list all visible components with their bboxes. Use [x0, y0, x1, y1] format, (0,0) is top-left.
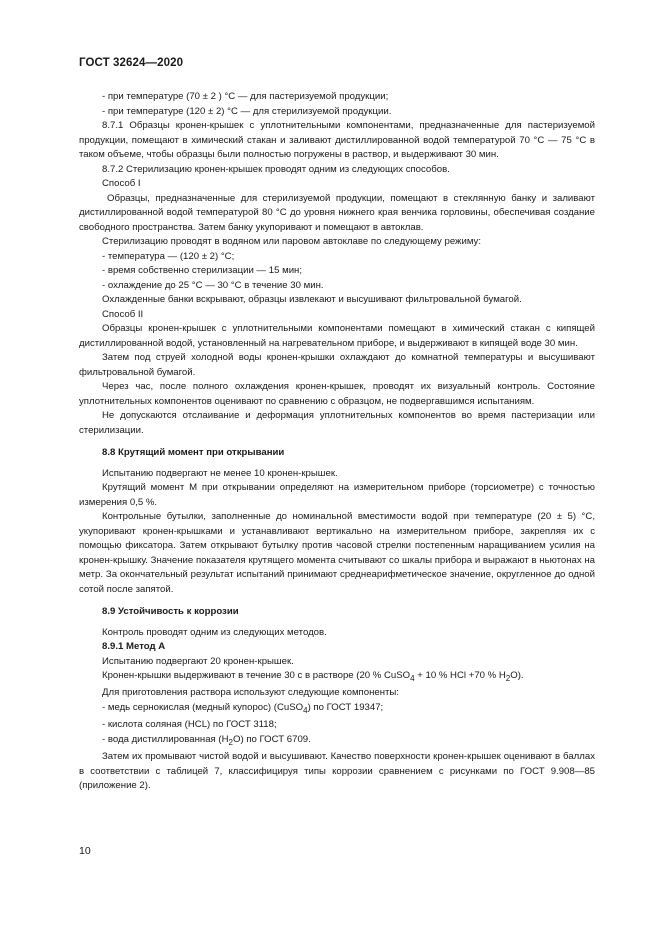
section-heading: 8.9 Устойчивость к коррозии: [102, 606, 239, 617]
text-span: - медь сернокислая (медный купорос) (CuSO: [102, 701, 304, 713]
text-span: - вода дистиллированная (H: [102, 733, 229, 745]
list-item: [79, 701, 595, 718]
paragraph: Контроль проводят одним из следующих методов.: [102, 626, 327, 638]
paragraph: Через час, после полного охлаждения кронен-крышек, проводят их визуальный контроль. Состояние уплотнительных компонентов оценивают по сравнению с образцом, не подвергавшимся испытаниям.: [79, 381, 595, 407]
subscript: 4: [303, 705, 308, 715]
paragraph: Не допускаются отслаивание и деформация уплотнительных компонентов во время пастеризации или стерилизации.: [79, 410, 595, 436]
document-body: [79, 90, 595, 794]
list-item: - температура — (120 ± 2) °C;: [102, 250, 235, 262]
text-span: Кронен-крышки выдерживают в течение 30 с в растворе (20 % CuSO: [102, 670, 411, 681]
paragraph: 8.7.2 Стерилизацию кронен-крышек проводят одним из следующих способов.: [102, 163, 450, 175]
paragraph: Крутящий момент М при открывании определяют на измерительном приборе (торсиометре) с точностью измерения 0,5 %.: [79, 482, 595, 508]
subscript: 2: [228, 737, 233, 747]
subsection-heading: 8.9.1 Метод А: [102, 641, 166, 652]
subscript: 4: [410, 673, 415, 683]
paragraph: Для приготовления раствора используют следующие компоненты:: [102, 687, 399, 699]
paragraph: - при температуре (70 ± 2 ) °C — для пастеризуемой продукции;: [102, 91, 389, 102]
page-number: 10: [79, 845, 91, 857]
paragraph: 8.7.1 Образцы кронен-крышек с уплотнительными компонентами, предназначенные для пастеризуемой продукции, помещают в химический стакан и заливают дистиллированной водой температурой 70 °C — 75 °C в таком объеме, чтобы образцы были полностью погружены в раствор, и выдерживают 30 мин.: [79, 120, 595, 160]
paragraph: Образцы кронен-крышек с уплотнительными компонентами помещают в химический стакан с кипящей дистиллированной водой, установленный на нагревательном приборе, и выдерживают в кипящей воде 30 мин.: [79, 323, 595, 349]
document-header: ГОСТ 32624—2020: [79, 57, 184, 69]
list-item: [79, 733, 595, 750]
text-span: ) по ГОСТ 19347;: [307, 701, 384, 713]
paragraph: Испытанию подвергают не менее 10 кронен-крышек.: [102, 467, 338, 479]
list-item: - кислота соляная (HCL) по ГОСТ 3118;: [102, 719, 277, 731]
section-heading: 8.8 Крутящий момент при открывании: [102, 447, 285, 458]
paragraph: Затем их промывают чистой водой и высушивают. Качество поверхности кронен-крышек оценивают в баллах в соответствии с таблицей 7, классифицируя типы коррозии сравнением с рисунками по ГОСТ 9.908—85 (приложение 2).: [79, 751, 595, 792]
paragraph: Затем под струей холодной воды кронен-крышки охлаждают до комнатной температуры и высушивают фильтровальной бумагой.: [79, 352, 595, 378]
paragraph: - при температуре (120 ± 2) °C — для стерилизуемой продукции.: [102, 105, 392, 117]
subscript: 2: [505, 673, 511, 683]
text-span: O).: [510, 670, 524, 681]
text-span: O) по ГОСТ 6709.: [233, 733, 311, 745]
text-span: + 10 % HCl +70 % H: [414, 670, 506, 681]
list-item: - охлаждение до 25 °C — 30 °C в течение 30 мин.: [102, 279, 324, 291]
method-label: Способ II: [102, 308, 144, 320]
paragraph: Испытанию подвергают 20 кронен-крышек.: [102, 655, 294, 667]
paragraph: [79, 669, 595, 686]
method-label: Способ I: [102, 178, 141, 189]
paragraph: Охлажденные банки вскрывают, образцы извлекают и высушивают фильтровальной бумагой.: [102, 294, 522, 305]
paragraph: Контрольные бутылки, заполненные до номинальной вместимости водой при температуре (20 ± 5) °C, укупоривают кронен-крышками и устанавливают вертикально на измерительном приборе, закрепляя их с помощью фиксатора. Затем открывают бутылку против часовой стрелки постепенным наращиванием усилия на кронен-крышку. Значение показателя крутящего момента считывают со шкалы прибора и выражают в ньютонах на метр. За окончательный результат испытаний принимают среднеарифметическое значение, округленное до одной сотой после запятой.: [79, 511, 595, 595]
list-item: - время собственно стерилизации — 15 мин;: [102, 265, 303, 276]
paragraph: Образцы, предназначенные для стерилизуемой продукции, помещают в стеклянную банку и заливают дистиллированной водой температурой 80 °C до уровня нижнего края венчика горловины, обеспечивая создание свободного пространства. Затем банку укупоривают и помещают в автоклав.: [79, 192, 595, 233]
paragraph: Стерилизацию проводят в водяном или паровом автоклаве по следующему режиму:: [102, 236, 481, 247]
